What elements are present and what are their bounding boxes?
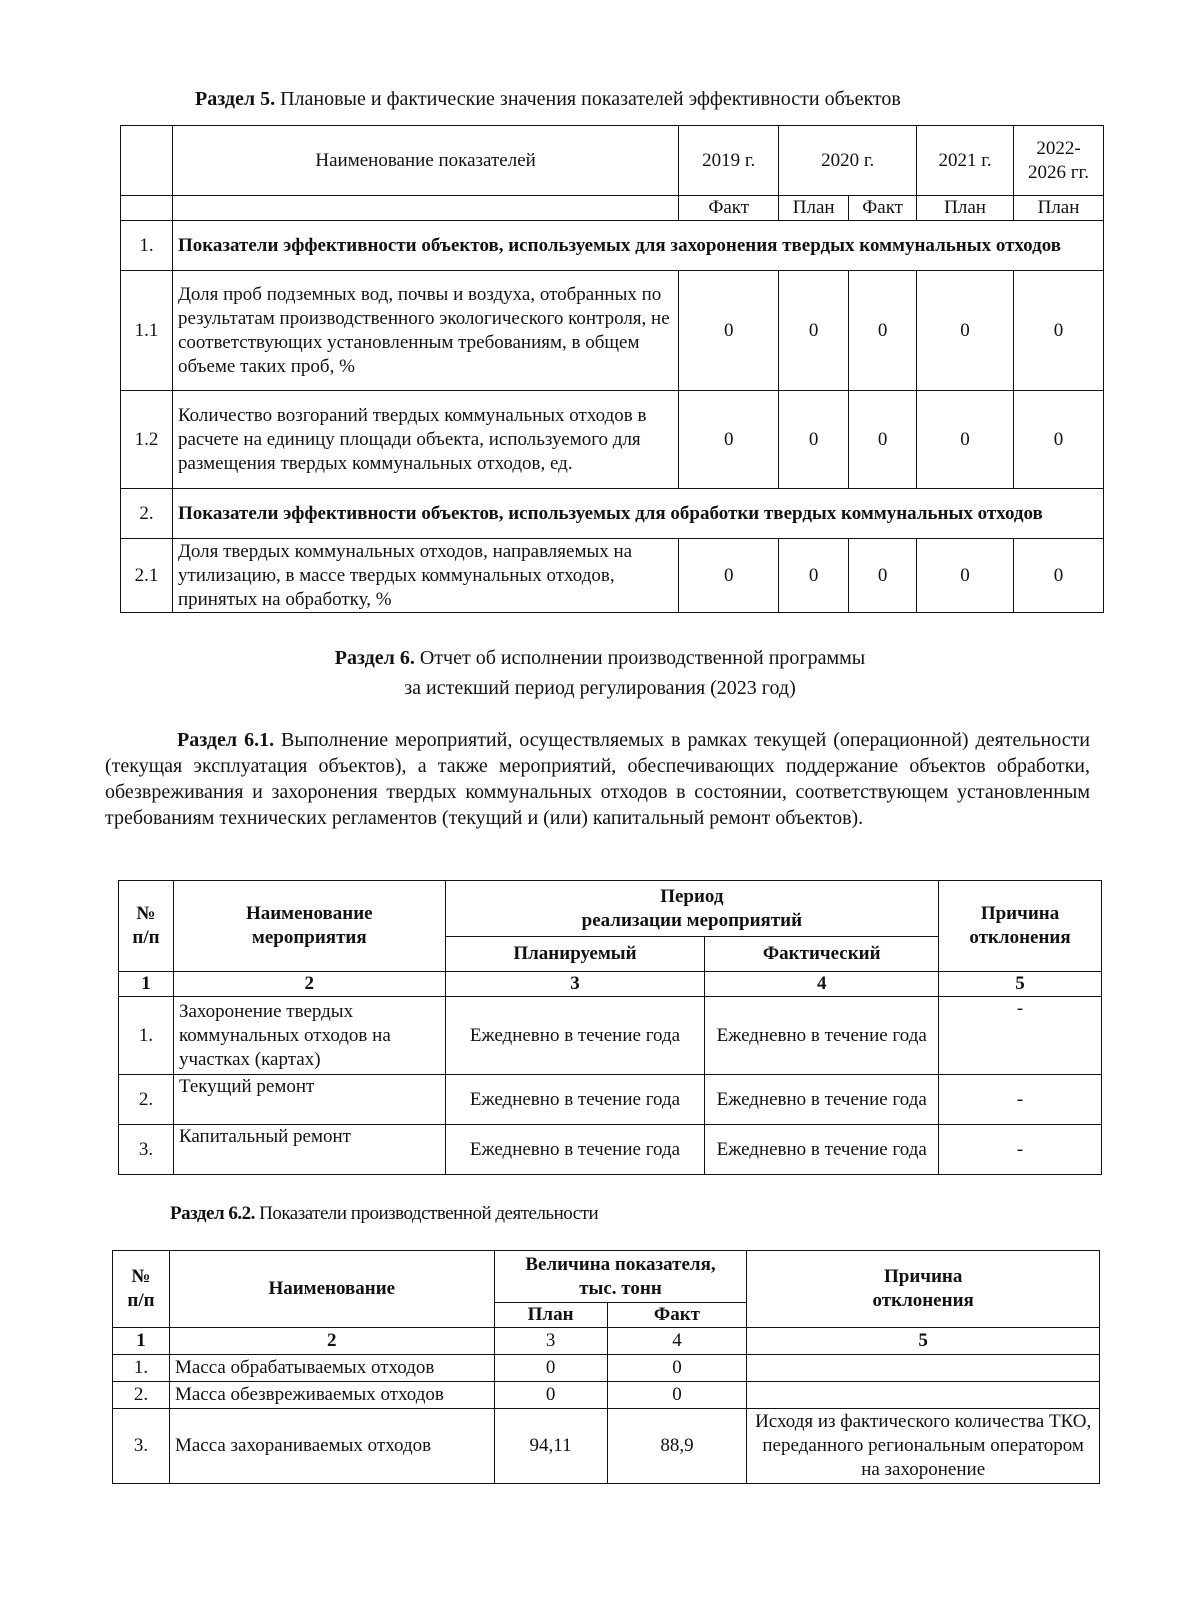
s5-header-num	[121, 126, 173, 196]
s62-row-name: Масса захораниваемых отходов	[169, 1409, 494, 1484]
s5-row-value: 0	[849, 271, 917, 391]
s5-header-2021: 2021 г.	[917, 126, 1014, 196]
section62-label: Раздел 6.2.	[170, 1203, 255, 1224]
s61-header-num	[119, 881, 174, 972]
s5-header-2019: 2019 г.	[679, 126, 779, 196]
section61-paragraph	[105, 727, 1090, 831]
s62-row-fact: 0	[607, 1382, 747, 1409]
s62-header-reason-line1: Причина	[883, 1266, 963, 1287]
s62-header-fact: Факт	[607, 1303, 747, 1328]
section6-title	[0, 643, 1200, 703]
section6-title-bold: Раздел 6.	[334, 647, 415, 669]
s61-header-period-line2: реализации мероприятий	[581, 909, 803, 931]
s5-sub-empty1	[121, 196, 173, 221]
s62-row-reason	[747, 1355, 1100, 1382]
s5-sub-plan-2020: План	[779, 196, 849, 221]
s5-row-name: Доля твердых коммунальных отходов, направляемых на утилизацию, в массе твердых коммунальных отходов, принятых на обработку, %	[172, 539, 678, 613]
s5-row-value: 0	[679, 539, 779, 613]
s5-sub-plan-2022: План	[1014, 196, 1104, 221]
s62-row-plan: 0	[494, 1382, 607, 1409]
s5-row-name: Количество возгораний твердых коммунальных отходов в расчете на единицу площади объекта, используемого для размещения твердых коммунальных отходов, ед.	[172, 391, 678, 489]
s5-header-2022-line2: 2026 гг.	[1028, 161, 1089, 183]
s61-row-planned: Ежедневно в течение года	[445, 1075, 705, 1125]
s5-row-value: 0	[679, 271, 779, 391]
s5-header-2022	[1014, 126, 1104, 196]
s62-row-fact: 88,9	[607, 1409, 747, 1484]
section61-text: Выполнение мероприятий, осуществляемых в рамках текущей (операционной) деятельности (текущая эксплуатация объектов), а также мероприятий, обеспечивающих поддержание объектов обработки, обезвреживания и захоронения твердых коммунальных отходов в состоянии, соответствующем установленным требованиям технических регламентов (текущий и (или) капитальный ремонт объектов).	[105, 729, 1091, 829]
s61-row-name: Захоронение твердых коммунальных отходов на участках (картах)	[173, 997, 445, 1075]
s5-group1-title: Показатели эффективности объектов, используемых для захоронения твердых коммунальных отходов	[172, 221, 1103, 271]
s5-sub-fact-2019: Факт	[679, 196, 779, 221]
s61-header-name-line1: Наименование	[245, 903, 373, 924]
s61-row-reason: -	[939, 997, 1102, 1075]
s5-group2-title: Показатели эффективности объектов, используемых для обработки твердых коммунальных отходов	[172, 489, 1103, 539]
s5-row-value: 0	[1014, 271, 1104, 391]
s5-row-value: 0	[679, 391, 779, 489]
s62-colnum: 2	[169, 1328, 494, 1355]
s62-row-plan: 94,11	[494, 1409, 607, 1484]
s62-header-num-line2: п/п	[127, 1290, 155, 1311]
s5-header-name: Наименование показателей	[172, 126, 678, 196]
s62-row-num: 3.	[113, 1409, 170, 1484]
s61-row-num: 3.	[119, 1125, 174, 1175]
s61-header-period	[445, 881, 938, 937]
s62-header-num-line1: №	[131, 1266, 151, 1287]
s62-header-num	[113, 1251, 170, 1328]
section5-title-bold: Раздел 5.	[195, 88, 276, 110]
s61-row-actual: Ежедневно в течение года	[705, 1125, 939, 1175]
s62-row-name: Масса обрабатываемых отходов	[169, 1355, 494, 1382]
s5-sub-fact-2020: Факт	[849, 196, 917, 221]
s61-header-num-line2: п/п	[132, 927, 160, 948]
s62-row-num: 2.	[113, 1382, 170, 1409]
s62-colnum: 5	[747, 1328, 1100, 1355]
s61-colnum: 4	[705, 972, 939, 997]
section5-table	[120, 125, 1104, 613]
s62-header-value-line1: Величина показателя,	[525, 1253, 716, 1275]
s61-row-num: 2.	[119, 1075, 174, 1125]
s61-header-planned: Планируемый	[445, 937, 705, 972]
s5-row-value: 0	[1014, 539, 1104, 613]
s62-colnum: 4	[607, 1328, 747, 1355]
s62-header-reason-line2: отклонения	[872, 1290, 974, 1311]
s5-header-2022-line1: 2022-	[1036, 137, 1081, 159]
s61-row-actual: Ежедневно в течение года	[705, 997, 939, 1075]
s5-sub-plan-2021: План	[917, 196, 1014, 221]
s62-colnum: 1	[113, 1328, 170, 1355]
s5-row-name: Доля проб подземных вод, почвы и воздуха, отобранных по результатам производственного экологического контроля, не соответствующих установленным требованиям, в общем объеме таких проб, %	[172, 271, 678, 391]
s62-header-plan: План	[494, 1303, 607, 1328]
s62-row-reason: Исходя из фактического количества ТКО, переданного региональным оператором на захоронение	[747, 1409, 1100, 1484]
s61-header-name	[173, 881, 445, 972]
s5-sub-empty2	[172, 196, 678, 221]
s61-row-reason: -	[939, 1075, 1102, 1125]
s61-colnum: 2	[173, 972, 445, 997]
s62-header-value-line2: тыс. тонн	[579, 1277, 662, 1299]
s61-row-num: 1.	[119, 997, 174, 1075]
s62-colnum: 3	[494, 1328, 607, 1355]
s62-header-reason	[747, 1251, 1100, 1328]
s61-colnum: 5	[939, 972, 1102, 997]
s5-row-num: 1.2	[121, 391, 173, 489]
section62-title	[170, 1203, 598, 1225]
section5-title	[195, 88, 901, 111]
s5-row-num: 2.1	[121, 539, 173, 613]
section62-table	[112, 1250, 1100, 1484]
section61-table	[118, 880, 1102, 1175]
s61-row-reason: -	[939, 1125, 1102, 1175]
s5-row-value: 0	[917, 391, 1014, 489]
s61-header-name-line2: мероприятия	[251, 927, 367, 948]
section6-title-line2: за истекший период регулирования (2023 год)	[404, 677, 796, 699]
s62-row-reason	[747, 1382, 1100, 1409]
s61-header-actual: Фактический	[705, 937, 939, 972]
s61-header-reason-line2: отклонения	[969, 927, 1071, 948]
section61-label: Раздел 6.1.	[177, 729, 275, 751]
s5-row-value: 0	[917, 271, 1014, 391]
s5-row-num: 1.1	[121, 271, 173, 391]
s61-header-reason-line1: Причина	[980, 903, 1060, 924]
s61-colnum: 1	[119, 972, 174, 997]
section5-title-text: Плановые и фактические значения показателей эффективности объектов	[275, 88, 901, 110]
s5-row-value: 0	[779, 391, 849, 489]
s5-row-value: 0	[849, 391, 917, 489]
s5-row-value: 0	[917, 539, 1014, 613]
s5-row-value: 0	[779, 271, 849, 391]
s5-row-value: 0	[1014, 391, 1104, 489]
s62-row-name: Масса обезвреживаемых отходов	[169, 1382, 494, 1409]
s62-row-num: 1.	[113, 1355, 170, 1382]
s5-group1-num: 1.	[121, 221, 173, 271]
s61-header-period-line1: Период	[660, 885, 724, 907]
s5-header-2020: 2020 г.	[779, 126, 917, 196]
s5-row-value: 0	[779, 539, 849, 613]
s62-header-value	[494, 1251, 747, 1303]
s61-row-planned: Ежедневно в течение года	[445, 1125, 705, 1175]
s61-colnum: 3	[445, 972, 705, 997]
section6-title-text: Отчет об исполнении производственной программы	[414, 647, 866, 669]
s5-row-value: 0	[849, 539, 917, 613]
s61-row-actual: Ежедневно в течение года	[705, 1075, 939, 1125]
section62-text: Показатели производственной деятельности	[254, 1203, 599, 1224]
s5-group2-num: 2.	[121, 489, 173, 539]
s61-row-name: Капитальный ремонт	[173, 1125, 445, 1175]
s61-header-reason	[939, 881, 1102, 972]
s62-header-name: Наименование	[169, 1251, 494, 1328]
s61-header-num-line1: №	[136, 903, 156, 924]
s61-row-planned: Ежедневно в течение года	[445, 997, 705, 1075]
s62-row-fact: 0	[607, 1355, 747, 1382]
s62-row-plan: 0	[494, 1355, 607, 1382]
s61-row-name: Текущий ремонт	[173, 1075, 445, 1125]
